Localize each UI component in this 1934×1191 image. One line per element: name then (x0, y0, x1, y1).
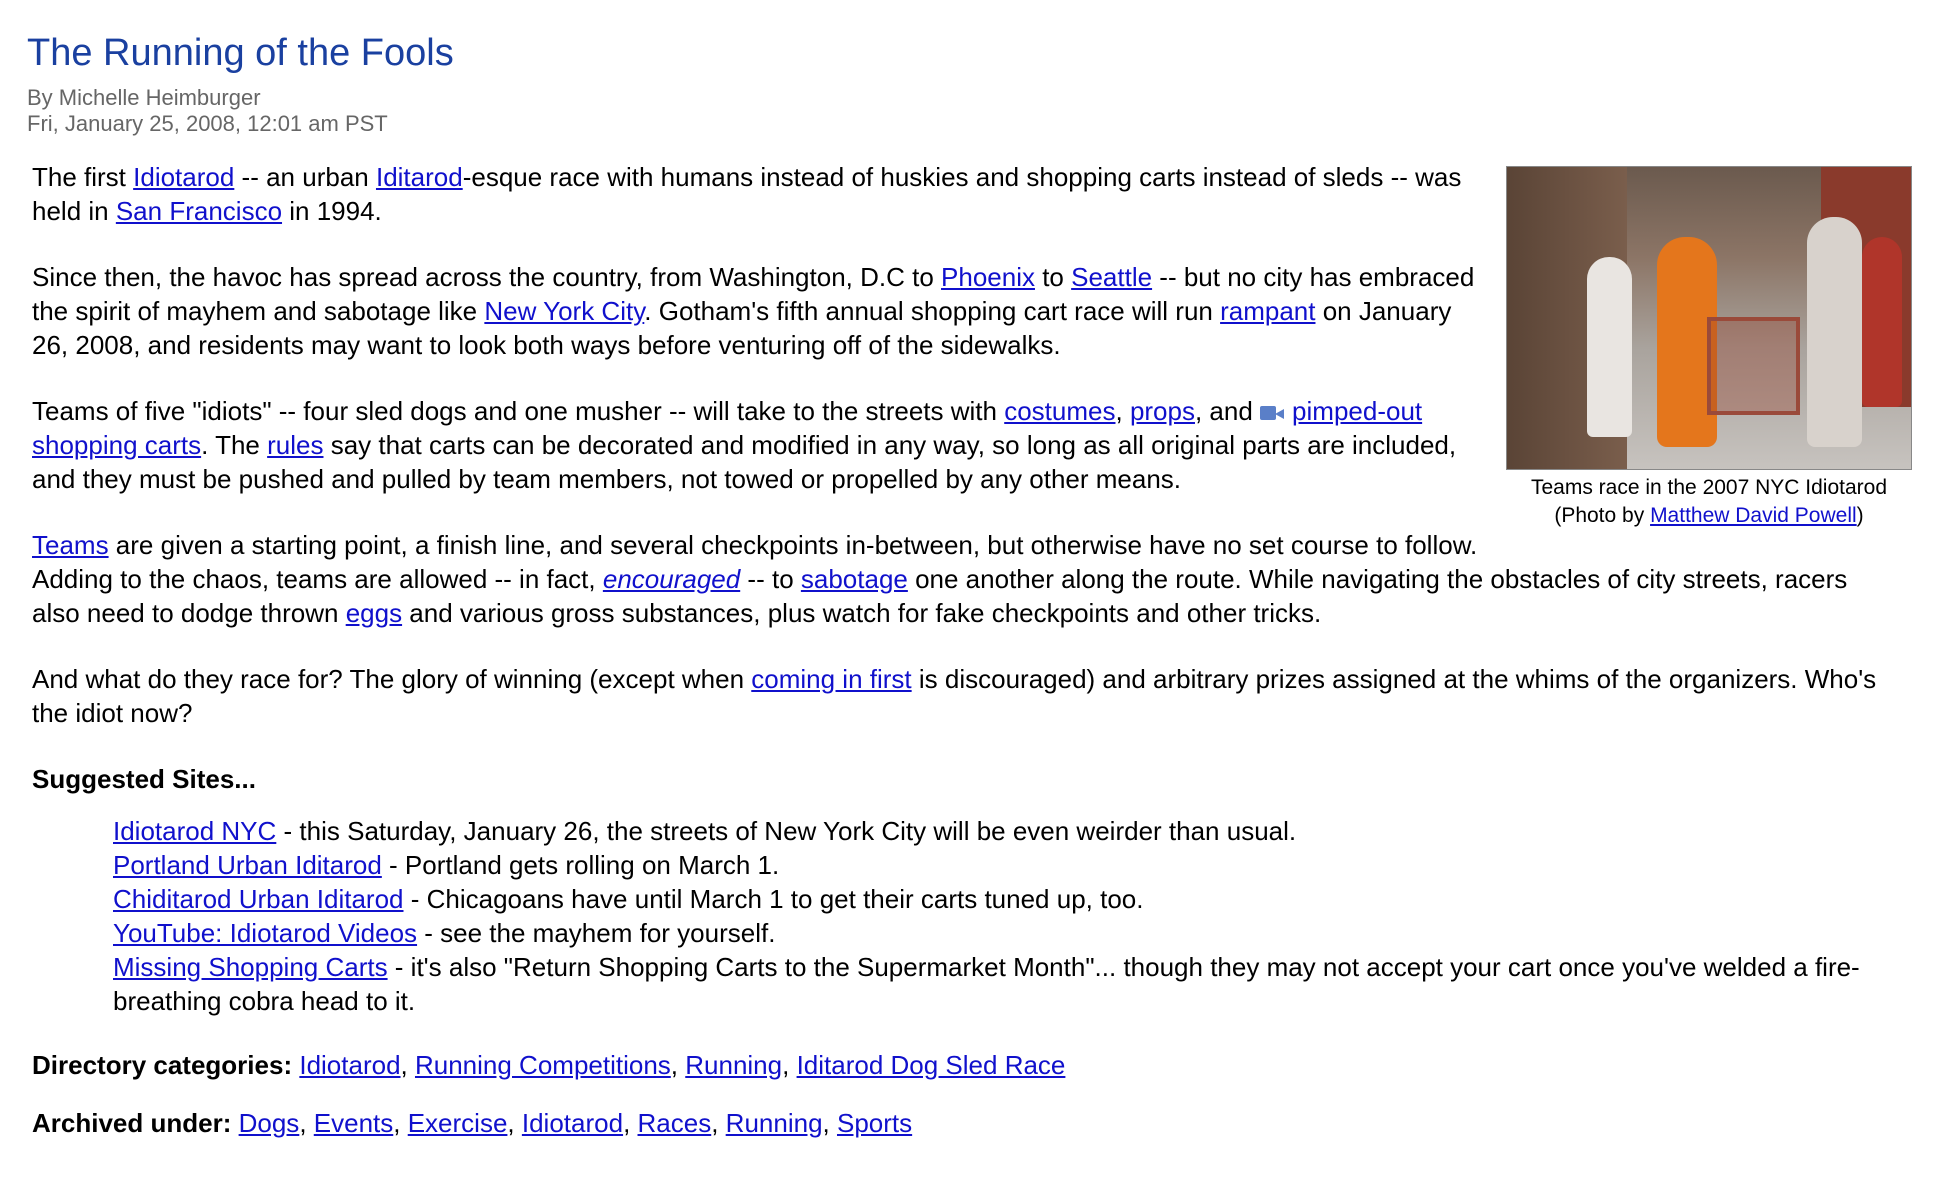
tag-link[interactable]: Running (725, 1108, 823, 1138)
article-body (32, 160, 1900, 1164)
video-camera-icon[interactable] (1260, 405, 1284, 421)
eggs-link[interactable]: eggs (345, 598, 403, 628)
iditarod-link[interactable]: Iditarod (375, 162, 463, 192)
directory-categories: Directory categories: Idiotarod, Running Competitions, Running, Iditarod Dog Sled Race (32, 1050, 1066, 1080)
tag-link[interactable]: Idiotarod (521, 1108, 624, 1138)
encouraged-link[interactable]: encouraged (602, 564, 741, 594)
suggested-site-link[interactable]: YouTube: Idiotarod Videos (113, 918, 418, 948)
teams-link[interactable]: Teams (32, 530, 109, 560)
costumes-link[interactable]: costumes (1004, 396, 1116, 426)
archived-under: Archived under: Dogs, Events, Exercise, Idiotarod, Races, Running, Sports (32, 1108, 913, 1138)
coming-in-first-link[interactable]: coming in first (751, 664, 912, 694)
list-item: Idiotarod NYC - this Saturday, January 26, the streets of New York City will be even weirder than usual. (113, 816, 1297, 846)
archived-label: Archived under: (32, 1108, 232, 1138)
suggested-sites-list (32, 814, 1900, 1018)
paragraph-3: Teams of five "idiots" -- four sled dogs and one musher -- will take to the streets with costumes, props, and pimped-out shopping carts. The rules say that carts can be decorated and modified in any way, so long as all original parts are included, and they must be pushed and pulled by team members, not towed or propelled by any other means. (32, 396, 1457, 494)
photo-caption (1504, 474, 1914, 530)
tag-link[interactable]: Events (313, 1108, 394, 1138)
paragraph-5: And what do they race for? The glory of winning (except when coming in first is discouraged) and arbitrary prizes assigned at the whims of the organizers. Who's the idiot now? (32, 664, 1877, 728)
category-link[interactable]: Running (685, 1050, 783, 1080)
suggested-sites-heading: Suggested Sites... (32, 764, 256, 794)
article-meta (27, 85, 388, 137)
category-link[interactable]: Iditarod Dog Sled Race (796, 1050, 1066, 1080)
list-item: Chiditarod Urban Iditarod - Chicagoans have until March 1 to get their carts tuned up, too. (113, 884, 1144, 914)
page-title: The Running of the Fools (27, 32, 454, 74)
rampant-link[interactable]: rampant (1220, 296, 1316, 326)
caption-credit: (Photo by Matthew David Powell) (1554, 504, 1864, 527)
list-item: Missing Shopping Carts - it's also "Return Shopping Carts to the Supermarket Month"... though they may not accept your cart once you've welded a fire-breathing cobra head to it. (113, 952, 1860, 1016)
suggested-site-link[interactable]: Chiditarod Urban Iditarod (113, 884, 404, 914)
publish-date: Fri, January 25, 2008, 12:01 am PST (27, 111, 388, 136)
category-link[interactable]: Idiotarod (299, 1050, 401, 1080)
phoenix-link[interactable]: Phoenix (941, 262, 1035, 292)
directory-label: Directory categories: (32, 1050, 293, 1080)
tag-link[interactable]: Exercise (407, 1108, 508, 1138)
paragraph-4: Teams are given a starting point, a finish line, and several checkpoints in-between, but otherwise have no set course to follow. Adding to the chaos, teams are allowed -- in fact, encouraged -- to sabotage one another along the route. While navigating the obstacles of city streets, racers also need to dodge thrown eggs and various gross substances, plus watch for fake checkpoints and other tricks. (32, 530, 1848, 628)
tag-link[interactable]: Races (637, 1108, 712, 1138)
new-york-city-link[interactable]: New York City (484, 296, 645, 326)
pimped-out-carts-link[interactable]: pimped-out shopping carts (32, 396, 1423, 460)
list-item: YouTube: Idiotarod Videos - see the mayhem for yourself. (113, 918, 776, 948)
idiotarod-link[interactable]: Idiotarod (133, 162, 235, 192)
sabotage-link[interactable]: sabotage (800, 564, 908, 594)
list-item: Portland Urban Iditarod - Portland gets rolling on March 1. (113, 850, 780, 880)
byline: By Michelle Heimburger (27, 85, 261, 110)
category-link[interactable]: Running Competitions (414, 1050, 671, 1080)
race-photo[interactable] (1506, 166, 1912, 470)
paragraph-1: The first Idiotarod -- an urban Iditarod-esque race with humans instead of huskies and shopping carts instead of sleds -- was held in San Francisco in 1994. (32, 162, 1462, 226)
suggested-site-link[interactable]: Idiotarod NYC (113, 816, 277, 846)
seattle-link[interactable]: Seattle (1071, 262, 1153, 292)
suggested-site-link[interactable]: Missing Shopping Carts (113, 952, 388, 982)
suggested-site-link[interactable]: Portland Urban Iditarod (113, 850, 382, 880)
props-link[interactable]: props (1129, 396, 1195, 426)
rules-link[interactable]: rules (267, 430, 324, 460)
photo-figure (1504, 166, 1914, 530)
paragraph-2: Since then, the havoc has spread across the country, from Washington, D.C to Phoenix to Seattle -- but no city has embraced the spirit of mayhem and sabotage like New York City. Gotham's fifth annual shopping cart race will run rampant on January 26, 2008, and residents may want to look both ways before venturing off of the sidewalks. (32, 262, 1475, 360)
caption-line: Teams race in the 2007 NYC Idiotarod (1530, 476, 1888, 499)
tag-link[interactable]: Sports (836, 1108, 913, 1138)
photo-credit-link[interactable]: Matthew David Powell (1650, 504, 1857, 527)
tag-link[interactable]: Dogs (238, 1108, 300, 1138)
san-francisco-link[interactable]: San Francisco (115, 196, 283, 226)
